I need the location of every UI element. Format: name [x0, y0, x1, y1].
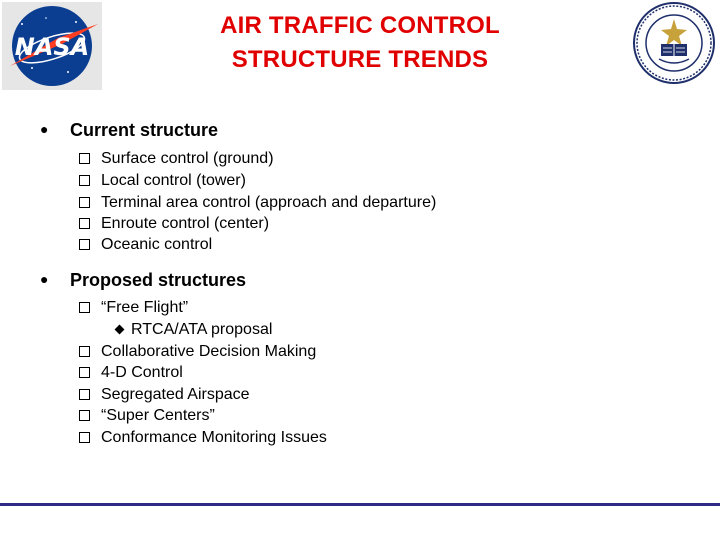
list-item-text: “Free Flight” [101, 299, 189, 316]
checkbox-bullet-icon [79, 410, 90, 421]
list-item-text: Terminal area control (approach and departure) [101, 194, 437, 211]
list-item [79, 235, 212, 255]
nasa-logo [2, 2, 102, 90]
list-item-text: Conformance Monitoring Issues [101, 429, 327, 446]
list-item-text: Collaborative Decision Making [101, 343, 317, 360]
list-item-text: 4-D Control [101, 364, 183, 381]
nasa-wordmark: NASA [14, 33, 90, 61]
list-item [79, 298, 188, 318]
page-title-line-2: STRUCTURE TRENDS [231, 46, 489, 73]
list-item-text: Surface control (ground) [101, 150, 274, 167]
checkbox-bullet-icon [79, 302, 90, 313]
sub-list-item [116, 320, 272, 340]
checkbox-bullet-icon [79, 389, 90, 400]
section-heading-text: Current structure [70, 120, 219, 140]
list-item [79, 214, 269, 234]
bullet-icon: ● [40, 271, 49, 287]
section-heading-proposed [40, 268, 246, 291]
list-item [79, 342, 316, 362]
page-title-line-1: AIR TRAFFIC CONTROL [220, 12, 500, 39]
list-item-text: Segregated Airspace [101, 386, 250, 403]
checkbox-bullet-icon [79, 367, 90, 378]
list-item [79, 193, 436, 213]
sub-list-item-text: RTCA/ATA proposal [131, 321, 273, 338]
checkbox-bullet-icon [79, 346, 90, 357]
list-item [79, 363, 183, 383]
checkbox-bullet-icon [79, 239, 90, 250]
section-heading-text: Proposed structures [70, 270, 247, 290]
checkbox-bullet-icon [79, 153, 90, 164]
bullet-icon: ● [40, 121, 49, 137]
list-item [79, 171, 246, 191]
list-item-text: Enroute control (center) [101, 215, 270, 232]
list-item-text: Local control (tower) [101, 172, 246, 189]
checkbox-bullet-icon [79, 175, 90, 186]
list-item [79, 406, 215, 426]
list-item [79, 428, 327, 448]
list-item [79, 385, 250, 405]
list-item-text: Oceanic control [101, 236, 213, 253]
footer-divider [0, 503, 720, 506]
list-item-text: “Super Centers” [101, 407, 215, 424]
university-seal [633, 2, 715, 84]
section-heading-current [40, 118, 218, 141]
diamond-bullet-icon [115, 325, 125, 335]
university-seal-icon [633, 2, 715, 84]
list-item [79, 149, 274, 169]
checkbox-bullet-icon [79, 218, 90, 229]
nasa-meatball-icon [2, 2, 102, 90]
checkbox-bullet-icon [79, 197, 90, 208]
checkbox-bullet-icon [79, 432, 90, 443]
